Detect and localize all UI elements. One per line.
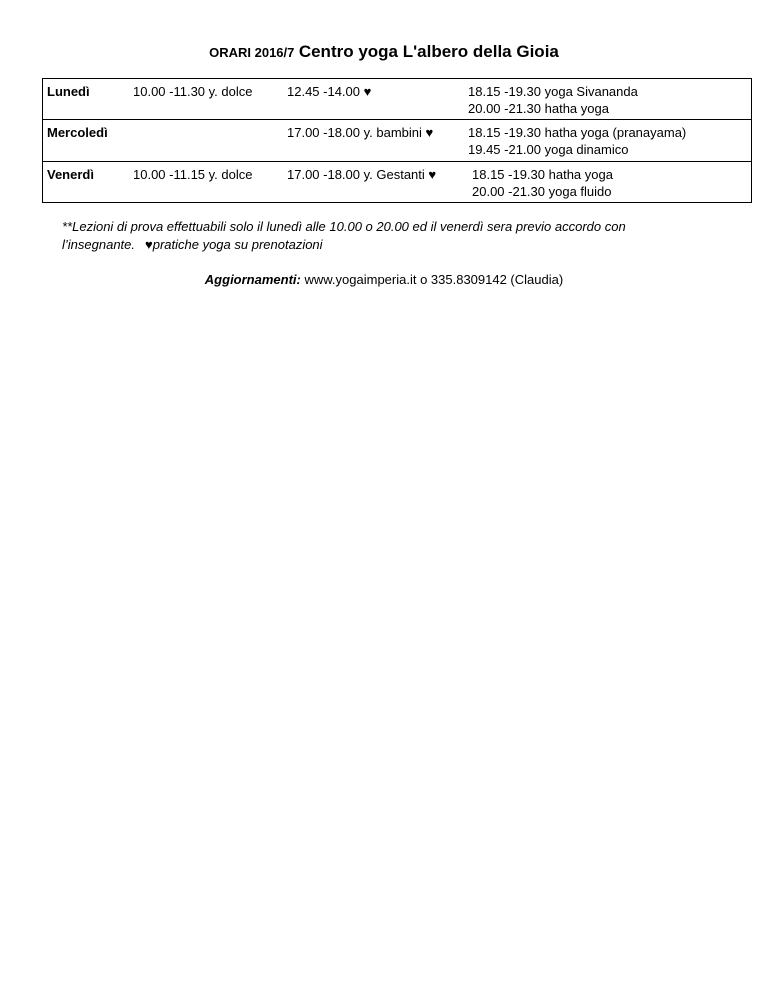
table-row xyxy=(43,79,751,120)
updates-label: Aggiornamenti: xyxy=(204,272,301,287)
title-prefix: ORARI 2016/7 xyxy=(209,45,295,60)
midday-slot: 17.00 -18.00 y. bambini ♥ xyxy=(287,125,434,140)
title-main: Centro yoga L'albero della Gioia xyxy=(298,42,559,61)
day-cell: Mercoledì xyxy=(47,125,108,140)
note-line-1: **Lezioni di prova effettuabili solo il lunedì alle 10.00 o 20.00 ed il venerdì sera previo accordo con xyxy=(62,219,626,234)
schedule-table xyxy=(42,78,752,203)
evening-slot: 20.00 -21.30 hatha yoga xyxy=(468,101,609,116)
evening-slot: 18.15 -19.30 yoga Sivananda xyxy=(468,84,638,99)
day-cell: Venerdì xyxy=(47,167,94,182)
evening-slots xyxy=(468,79,751,119)
table-row xyxy=(43,120,751,162)
note-line-2a: l’insegnante. xyxy=(62,237,135,252)
midday-slot: 17.00 -18.00 y. Gestanti ♥ xyxy=(287,167,437,182)
booking-note: ♥pratiche yoga su prenotazioni xyxy=(145,237,323,252)
morning-slot: 10.00 -11.15 y. dolce xyxy=(133,167,253,182)
evening-slot: 18.15 -19.30 hatha yoga xyxy=(472,167,613,182)
day-cell: Lunedì xyxy=(47,84,90,99)
evening-slots xyxy=(468,162,751,202)
midday-slot: 12.45 -14.00 ♥ xyxy=(287,84,372,99)
evening-slot: 19.45 -21.00 yoga dinamico xyxy=(468,142,629,157)
evening-slot: 18.15 -19.30 hatha yoga (pranayama) xyxy=(468,125,687,140)
updates-line xyxy=(0,272,768,287)
trial-lessons-note xyxy=(62,218,722,254)
document-title xyxy=(0,42,768,62)
evening-slots xyxy=(468,120,751,161)
morning-slot: 10.00 -11.30 y. dolce xyxy=(133,84,253,99)
evening-slot: 20.00 -21.30 yoga fluido xyxy=(472,184,612,199)
updates-contact: www.yogaimperia.it o 335.8309142 (Claudia) xyxy=(300,272,564,287)
table-row xyxy=(43,162,751,202)
morning-slot xyxy=(133,120,287,161)
